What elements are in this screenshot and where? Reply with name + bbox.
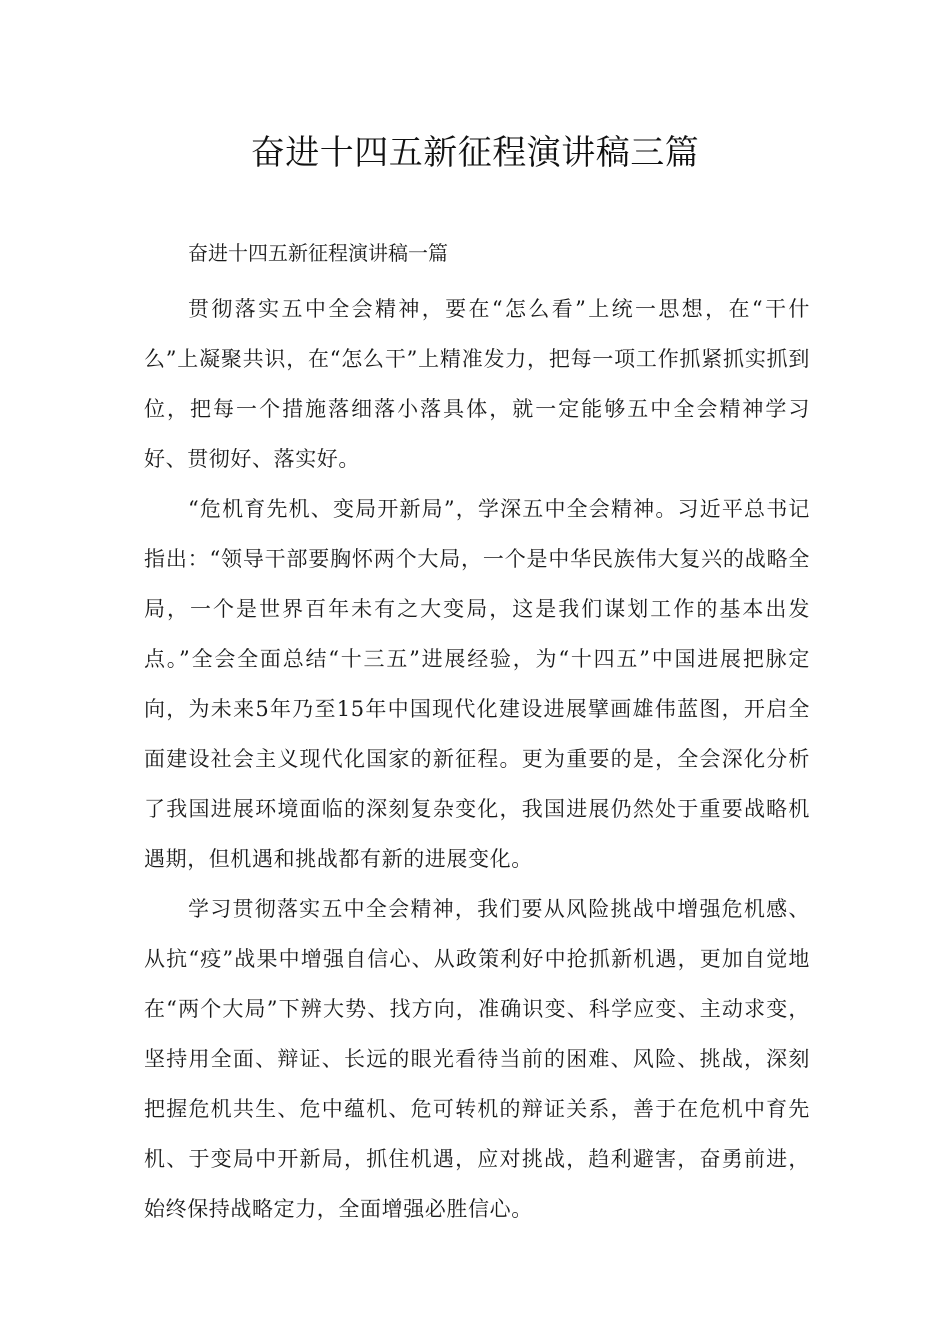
document-body [144,284,810,1234]
document-title: 奋进十四五新征程演讲稿三篇 [250,133,700,173]
section-heading: 奋进十四五新征程演讲稿一篇 [188,241,448,265]
paragraph-1: 贯彻落实五中全会精神，要在“怎么看”上统一思想，在“干什么”上凝聚共识，在“怎么干”上精准发力，把每一项工作抓紧抓实抓到位，把每一个措施落细落小落具体，就一定能够五中全会精神学习好、贯彻好、落实好。 [144,297,810,471]
paragraph-2: “危机育先机、变局开新局”，学深五中全会精神。习近平总书记指出：“领导干部要胸怀两个大局，一个是中华民族伟大复兴的战略全局，一个是世界百年未有之大变局，这是我们谋划工作的基本出发点。”全会全面总结“十三五”进展经验，为“十四五”中国进展把脉定向，为未来5年乃至15年中国现代化建设进展擘画雄伟蓝图，开启全面建设社会主义现代化国家的新征程。更为重要的是，全会深化分析了我国进展环境面临的深刻复杂变化，我国进展仍然处于重要战略机遇期，但机遇和挑战都有新的进展变化。 [144,497,810,871]
paragraph-3: 学习贯彻落实五中全会精神，我们要从风险挑战中增强危机感、从抗“疫”战果中增强自信心、从政策利好中抢抓新机遇，更加自觉地在“两个大局”下辨大势、找方向，准确识变、科学应变、主动求变，坚持用全面、辩证、长远的眼光看待当前的困难、风险、挑战，深刻把握危机共生、危中蕴机、危可转机的辩证关系，善于在危机中育先机、于变局中开新局，抓住机遇，应对挑战，趋利避害，奋勇前进，始终保持战略定力，全面增强必胜信心。 [144,897,810,1221]
